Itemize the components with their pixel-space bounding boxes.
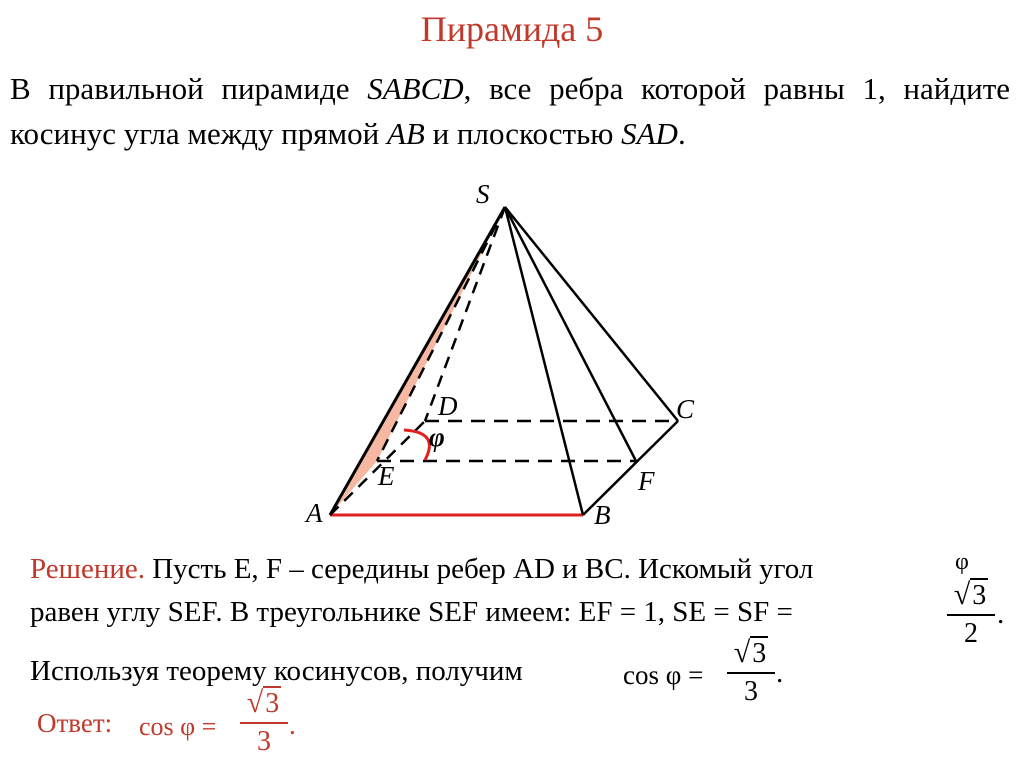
fraction-2-den: 3 xyxy=(744,676,758,707)
fraction-sqrt3-over-2 xyxy=(947,578,995,650)
label-e: E xyxy=(378,461,395,491)
answer-fraction-num: 3 xyxy=(265,688,280,719)
problem-text-4: . xyxy=(677,116,686,151)
fraction-1-num: 3 xyxy=(972,580,987,611)
solution-label: Решение. xyxy=(30,553,145,585)
sqrt-icon: √ xyxy=(246,686,264,719)
edge-sd xyxy=(425,207,505,421)
label-a: A xyxy=(306,498,323,528)
label-phi: φ xyxy=(429,422,445,452)
label-d: D xyxy=(438,391,458,421)
solution-phi: φ xyxy=(955,549,969,575)
solution-dot-2: . xyxy=(776,657,784,689)
solution-cos: cos φ = xyxy=(623,660,704,690)
solution-line-2: равен углу SEF. В треугольнике SEF имеем: EF = 1, SE = SF = xyxy=(30,596,793,628)
problem-text-3: и плоскостью xyxy=(424,116,622,151)
solution-dot-1: . xyxy=(997,598,1005,630)
edge-sf xyxy=(505,207,636,461)
fraction-1-den: 2 xyxy=(964,618,978,649)
problem-text-1: В правильной пирамиде xyxy=(10,71,368,106)
angle-arc xyxy=(404,430,429,460)
solution-line-3: Используя теорему косинусов, получим xyxy=(30,655,523,687)
problem-line: AB xyxy=(386,116,425,151)
page-title: Пирамида 5 xyxy=(420,9,604,49)
edge-sb xyxy=(505,207,583,515)
solution-text-1: Пусть E, F – середины ребер AD и BC. Искомый угол xyxy=(144,553,814,585)
label-s: S xyxy=(476,179,490,209)
label-b: B xyxy=(594,500,611,530)
sqrt-icon: √ xyxy=(733,636,751,669)
label-c: C xyxy=(676,394,695,424)
answer-fraction xyxy=(240,686,288,758)
problem-text-2: , все ребра которой равны 1, найдите косинус угла между прямой xyxy=(10,71,1011,151)
problem-pyramid: SABCD xyxy=(367,71,464,106)
answer-label: Ответ: xyxy=(37,708,113,738)
sqrt-icon: √ xyxy=(953,578,971,611)
fraction-sqrt3-over-3 xyxy=(727,636,775,708)
label-f: F xyxy=(638,466,655,496)
fraction-2-num: 3 xyxy=(752,638,767,669)
problem-plane: SAD xyxy=(621,116,678,151)
edge-sa xyxy=(330,207,505,515)
answer-fraction-den: 3 xyxy=(257,726,271,757)
answer-cos: cos φ = xyxy=(139,712,217,741)
solution-line-1 xyxy=(30,553,813,586)
answer-dot: . xyxy=(289,710,296,740)
